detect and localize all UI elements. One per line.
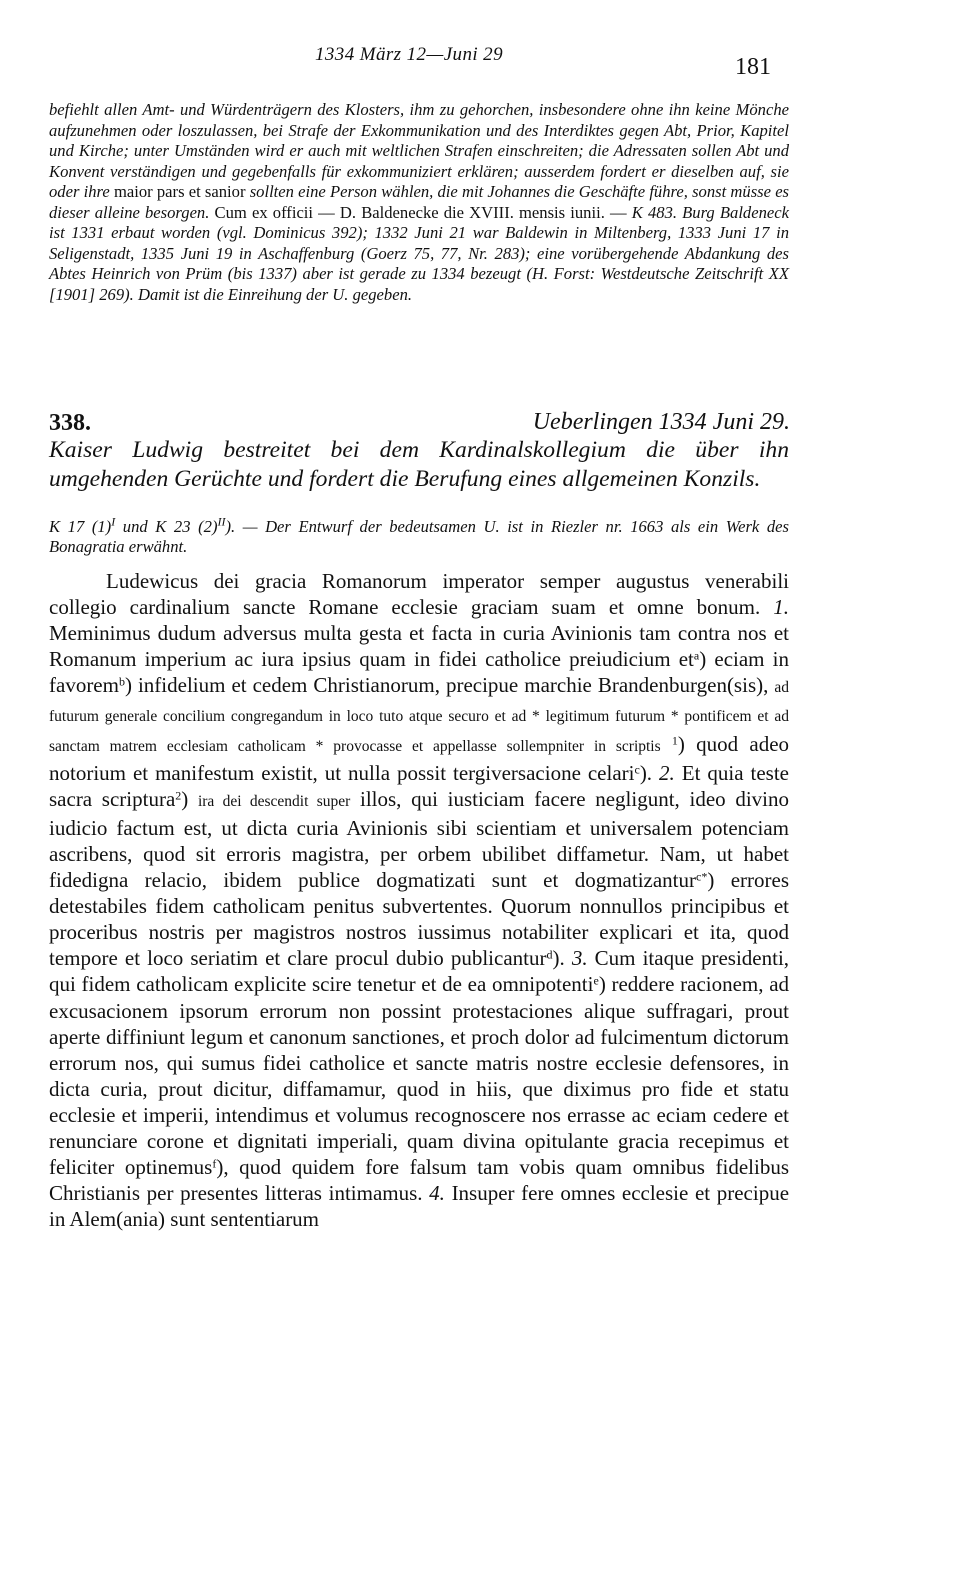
body-segment: ) infidelium et cedem Christianorum, precipue marchie Brandenburgen(sis), [124,673,769,698]
latin-text [49,568,789,1232]
footnote-marker: f [212,1156,217,1171]
footnote-marker: 2 [175,788,182,803]
document-summary: Kaiser Ludwig bestreitet bei dem Kardinalskollegium die über ihn umgehenden Gerüchte und fordert die Berufung eines allgemeinen Konzils. [49,437,789,492]
intro-text-2: sollten eine Person wählen, die mit Johannes die Geschäfte führe, sonst müsse es dieser alleine besorgen. [49,182,790,222]
note-k1: K 17 (1) [49,517,112,536]
note-mid: und K 23 (2) [122,517,218,536]
footnote-marker: b [118,674,125,689]
intro-text-1: befiehlt allen Amt- und Würdenträgern des Klosters, ihm zu gehorchen, insbesondere ohne ihn keine Mönche aufzunehmen oder loszulassen, bei Strafe der Exkommunikation und des Interdiktes gegen Abt, Prior, Kapitel und Kirche; unter Umständen wird er auch mit weltlichen Strafen einschreiten; die Adressaten sollen Abt und Konvent verständigen und gegebenfalls für exkommuniziert erklären; ausserdem fordert er dieselben auf, sie oder ihre [49,100,789,201]
body-segment: ) reddere racionem, ad excusacionem ipsorum errorum non possint protestaciones alique suffragari, prout aperte diffiniunt legum et canonum sanctiones, et proch dolor ad fulcimentum dictorum errorum nos, qui sumus fidei catholice et sancte matris nostre ecclesie defensores, in dicta curia, prout dicitur, diffamamur, quod in hiis, que diximus pro fide et statu ecclesie et imperii, intendimus et volumus recognoscere nos errasse ac eciam cedere et renunciare corone et dignitati imperiali, quam divina opitulante gracia recepimus et feliciter optinemus [49,972,790,1180]
body-segment: illos, qui iusticiam facere negligunt, ideo divino iudicio factum est, ut dicta curia Avinionis sibi scientiam et universalem potenciam ascribens, quod sit erroris magistra, per orbem ubilibet diffametur. Nam, ut habet fidedigna relacio, ibidem publice dogmatizati sunt et dogmatizantur [49,786,790,893]
page-number: 181 [735,54,771,80]
body-segment: Meminimus dudum adversus multa gesta et facta in curia Avinionis tam contra nos et Romanum imperium ac iura ipsius quam in fidei catholice preiudicium et [49,621,789,672]
body-segment-small: ira dei descendit super [197,792,351,810]
note-sup-2: II [217,514,226,529]
document-number: 338. [49,410,91,436]
note-rest: ). — Der Entwurf der bedeutsamen U. ist in Riezler nr. 1663 als ein Werk des Bonagratia erwähnt. [49,517,789,556]
intro-text-3: K 483. Burg Baldeneck ist 1331 erbaut worden (vgl. Dominicus 392); 1332 Juni 21 war Baldewin in Miltenberg, 1333 Juni 17 in Seligenstadt, 1335 Juni 19 in Aschaffenburg (Goerz 75, 77, Nr. 283); eine vorübergehende Abdankung des Abtes Heinrich von Prüm (bis 1337) aber ist gerade zu 1334 bezeugt (H. Forst: Westdeutsche Zeitschrift XX [1901] 269). Damit ist die Einreihung der U. gegeben. [49,202,789,304]
body-segment: ) eciam in favorem [49,647,789,698]
body-segment: Et quia teste sacra scriptura [49,760,789,811]
body-segment: ) quod adeo notorium et manifestum existit, ut nulla possit tergiversacione celari [49,731,790,785]
body-segment: Ludewicus dei gracia Romanorum imperator semper augustus venerabili collegio cardinalium sancte Romane ecclesie graciam suam et omne bonum. [49,569,789,620]
body-segment: ), quod quidem fore falsum tam vobis quam omnibus fidelibus Christianis per presentes litteras intimamus. [49,1155,789,1206]
section-number: 4. [429,1181,445,1206]
intro-latin-1: maior pars et sanior [113,182,246,201]
note-sup-1: I [111,514,116,529]
footnote-marker: c* [696,869,708,884]
body-segment: Cum itaque presidenti, qui fidem catholicam explicite scire tenetur et de ea omnipotenti [49,946,790,997]
body-segment: ) errores detestabiles fidem catholicam penitus subvertentes. Quorum nonnullos principibus et proceribus nostris per magistros nostros iussimus notabiliter explicari et ita, quod tempore et loco seriatim et clare procul dubio publicantur [49,868,790,971]
running-head: 1334 März 12—Juni 29 [315,44,503,65]
footnote-marker: 1 [671,732,678,747]
footnote-marker: a [693,648,700,663]
footnote-marker: d [546,947,553,962]
section-number: 2. [659,760,675,785]
body-segment-small: ad futurum generale concilium congregandum in loco tuto atque securo et ad * legitimum futurum * pontificem et ad sanctam matrem ecclesiam catholicam * provocasse et appellasse sollempniter in scriptis [49,679,789,755]
body-segment: ) [181,786,189,811]
section-number: 1. [773,595,790,620]
intro-latin-2: Cum ex officii — D. Baldenecke die XVIII. mensis iunii. — [214,202,627,222]
body-segment: ). [639,760,653,785]
intro-paragraph [49,100,789,305]
body-segment: Insuper fere omnes ecclesie et precipue in Alem(ania) sunt sententiarum [49,1181,790,1232]
document-note [49,514,789,557]
footnote-marker: e [593,973,599,988]
section-number: 3. [571,946,588,971]
document-place-date: Ueberlingen 1334 Juni 29. [532,409,790,435]
footnote-marker: c [634,762,640,777]
body-segment: ). [552,946,565,971]
